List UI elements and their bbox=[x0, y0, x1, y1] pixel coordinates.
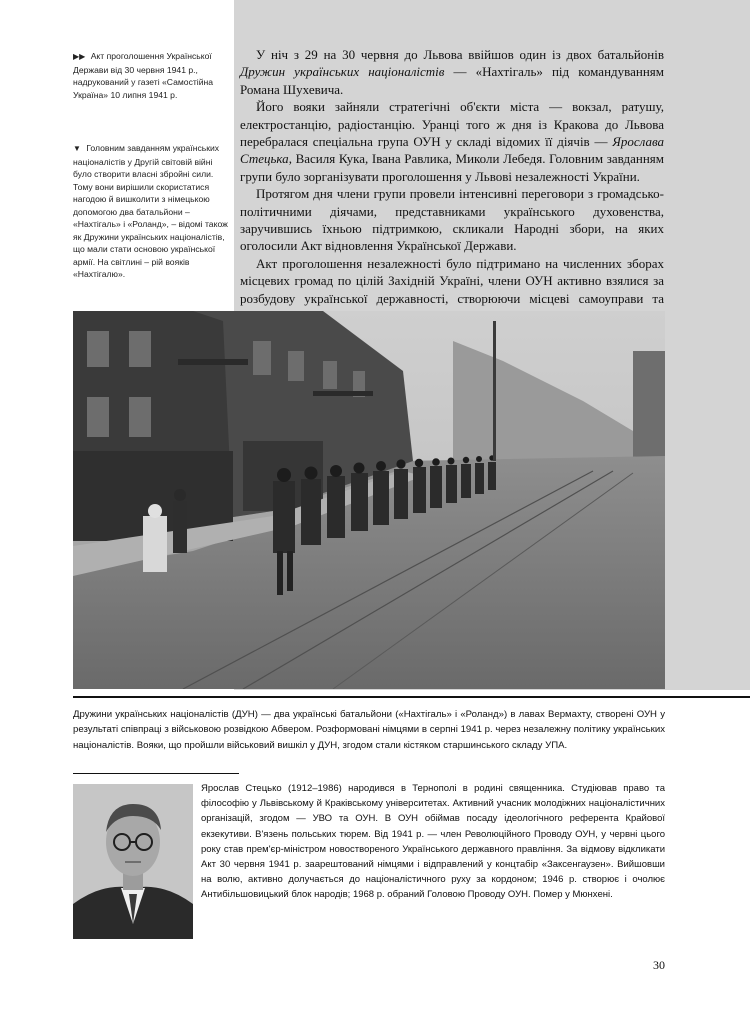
paragraph-3: Протягом дня члени групи провели інтенсивні переговори з громадсько-політичними діячами, представниками українського духовенства, заручившись їхньою підтримкою, скликали Народні збори, на яких оголосили Акт відновлення Української Держави. bbox=[240, 186, 664, 254]
triangle-down-icon: ▼ bbox=[73, 144, 81, 153]
paragraph-1: У ніч з 29 на 30 червня до Львова ввійшов один із двох батальйонів Дружин українських націоналістів — «Нахтігаль» під командуванням Романа Шухевича. bbox=[240, 47, 664, 97]
photo-divider-rule bbox=[73, 696, 750, 698]
marching-soldiers-photo bbox=[73, 311, 665, 689]
main-article-text bbox=[240, 46, 664, 325]
stetsko-biography: Ярослав Стецько (1912–1986) народився в Тернополі в родині священника. Студіював право та філософію у Львівському й Краківському університетах. Активний учасник молодіжних націоналістичних організацій, згодом — УВО та ОУН. В ОУН обіймав посаду ідеологічного референта Крайової екзекутиви. В'язень польських тюрем. Від 1941 р. — член Революційного Проводу ОУН, у червні цього року став прем'єр-міністром новоствореного Українського державного правління. За відмову відкликати Акт 30 червня 1941 р. заарештований німцями і відправлений у концтабір «Заксенгаузен». Вийшовши на волю, активно долучається до націоналістичного руху за кордоном; 1946 р. створює і очолює Антибільшовицький блок народів; 1968 р. обраний Головою Проводу ОУН. Помер у Мюнхені. bbox=[201, 783, 665, 901]
caption-divider-rule bbox=[73, 773, 239, 774]
page-number: 30 bbox=[653, 958, 665, 972]
stetsko-portrait bbox=[73, 784, 193, 939]
sidenote-text: Головним завданням українських націоналістів у Другій світовій війні було створити власні збройні сили. Тому вони вирішили скористатися нагодою й вишколити з німецькою допомогою два батальйони – «Нахтігаль» і «Роланд», – відомі також як Дружини українських націоналістів, що мали стати основою української армії. На світлині – рій вояків «Нахтігалю». bbox=[73, 143, 228, 279]
double-arrow-right-icon: ▶▶ bbox=[73, 52, 86, 61]
sidenote-text: Акт проголошення Української Держави від 30 червня 1941 р., надрукований у газеті «Самостійна Україна» 10 липня 1941 р. bbox=[73, 51, 214, 100]
sidenote-act-proclamation bbox=[73, 50, 229, 101]
paragraph-2: Його вояки зайняли стратегічні об'єкти міста — вокзал, ратушу, електростанцію, радіостанцію. Уранці того ж дня із Кракова до Львова перебралася спеціальна група ОУН у складі відомих її діячів — Ярослава Стецька, Василя Кука, Івана Равлика, Миколи Лебедя. Головним завданням групи було зорганізувати проголошення у Львові незалежності України. bbox=[240, 99, 664, 184]
sidenote-dun-battalions bbox=[73, 142, 229, 281]
paragraph-4: Акт проголошення незалежності було підтримано на численних зборах місцевих громад по цілій Західній Україні, члени ОУН активно взялися за розбудову української державності, створюючи місцеві самоуправи та bbox=[240, 255, 664, 306]
photo-caption: Дружини українських націоналістів (ДУН) — два українські батальйони («Нахтігаль» і «Роланд») в лавах Вермахту, створені ОУН у результаті співпраці з військовою розвідкою Абвером. Розформовані німцями в серпні 1941 р. через незалежну політику українських націоналістів. Вояки, що пройшли військовий вишкіл у ДУН, згодом стали кістяком старшинського складу УПА. bbox=[73, 709, 665, 751]
